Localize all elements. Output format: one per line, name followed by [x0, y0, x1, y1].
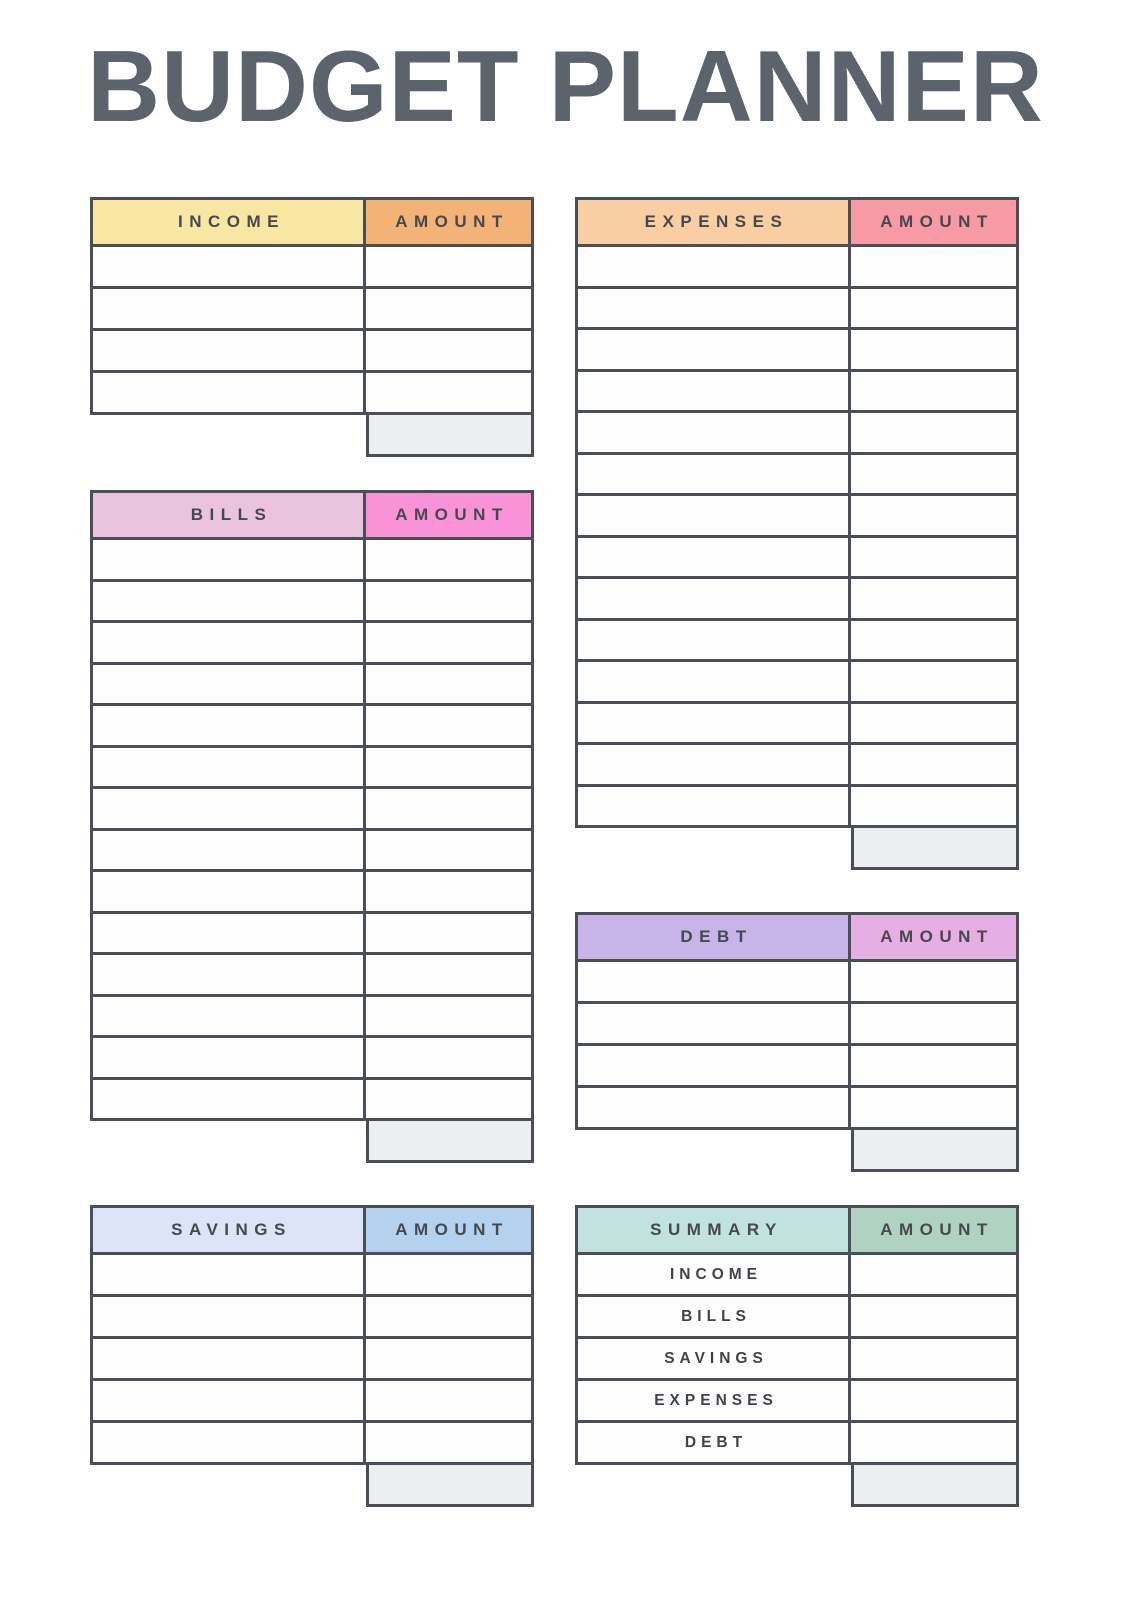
- amount-cell: [366, 955, 531, 994]
- amount-header-label: AMOUNT: [395, 212, 509, 231]
- expenses-table-header: [578, 200, 1016, 244]
- savings-table-header: [93, 1208, 531, 1252]
- bills-total-cell: [366, 1121, 534, 1163]
- amount-cell: [366, 872, 531, 911]
- item-cell: [578, 704, 851, 743]
- expenses-table-body: [578, 244, 1016, 825]
- amount-cell: [851, 330, 1016, 369]
- amount-cell: [851, 1297, 1016, 1336]
- amount-cell: [851, 1255, 1016, 1294]
- table-row: [93, 703, 531, 745]
- income-amount-header-cell: [366, 200, 531, 244]
- income-header-label: INCOME: [178, 212, 285, 231]
- table-row: [578, 959, 1016, 1001]
- amount-cell: [366, 1038, 531, 1077]
- item-cell: [93, 706, 366, 745]
- amount-cell: [366, 1339, 531, 1378]
- table-row: [93, 370, 531, 412]
- debt-header-label: DEBT: [680, 927, 753, 946]
- amount-cell: [851, 579, 1016, 618]
- bills-table: [90, 490, 534, 1163]
- item-cell: [93, 540, 366, 579]
- amount-cell: [366, 582, 531, 621]
- bills-header-label: BILLS: [190, 505, 273, 524]
- bills-amount-header-cell: [366, 493, 531, 537]
- table-row: [93, 1378, 531, 1420]
- table-row: [93, 328, 531, 370]
- amount-cell: [366, 373, 531, 412]
- amount-cell: [851, 455, 1016, 494]
- table-row: [578, 1294, 1016, 1336]
- summary-row-label: INCOME: [578, 1255, 851, 1294]
- summary-row-label: BILLS: [578, 1297, 851, 1336]
- debt-amount-header-cell: [851, 915, 1016, 959]
- income-header-cell: [93, 200, 366, 244]
- summary-total-cell: [851, 1465, 1019, 1507]
- table-row: [578, 327, 1016, 369]
- amount-header-label: AMOUNT: [880, 212, 994, 231]
- amount-cell: [366, 665, 531, 704]
- table-row: [93, 745, 531, 787]
- debt-table-body: [578, 959, 1016, 1127]
- amount-cell: [366, 247, 531, 286]
- table-row: [578, 701, 1016, 743]
- income-table-body: [93, 244, 531, 412]
- income-table: [90, 197, 534, 457]
- item-cell: [93, 1339, 366, 1378]
- amount-cell: [851, 496, 1016, 535]
- item-cell: [578, 962, 851, 1001]
- table-row: [93, 662, 531, 704]
- item-cell: [578, 247, 851, 286]
- table-row: [93, 286, 531, 328]
- amount-cell: [851, 1339, 1016, 1378]
- amount-cell: [366, 1255, 531, 1294]
- amount-cell: [851, 1046, 1016, 1085]
- table-row: [578, 659, 1016, 701]
- amount-cell: [851, 704, 1016, 743]
- item-cell: [578, 372, 851, 411]
- amount-cell: [851, 962, 1016, 1001]
- table-row: [578, 452, 1016, 494]
- table-row: [578, 244, 1016, 286]
- item-cell: [93, 831, 366, 870]
- summary-row-label: EXPENSES: [578, 1381, 851, 1420]
- savings-table-body: [93, 1252, 531, 1462]
- summary-header-cell: [578, 1208, 851, 1252]
- table-row: [578, 369, 1016, 411]
- amount-cell: [366, 1381, 531, 1420]
- summary-row-label: DEBT: [578, 1423, 851, 1462]
- item-cell: [578, 455, 851, 494]
- savings-header-label: SAVINGS: [171, 1220, 292, 1239]
- table-row: [578, 742, 1016, 784]
- item-cell: [93, 914, 366, 953]
- expenses-amount-header-cell: [851, 200, 1016, 244]
- amount-header-label: AMOUNT: [395, 1220, 509, 1239]
- amount-cell: [851, 621, 1016, 660]
- summary-header-label: SUMMARY: [650, 1220, 783, 1239]
- item-cell: [93, 247, 366, 286]
- amount-header-label: AMOUNT: [880, 1220, 994, 1239]
- amount-cell: [851, 1381, 1016, 1420]
- amount-cell: [366, 1297, 531, 1336]
- amount-cell: [851, 289, 1016, 328]
- item-cell: [93, 997, 366, 1036]
- item-cell: [578, 662, 851, 701]
- item-cell: [93, 623, 366, 662]
- table-row: [93, 786, 531, 828]
- summary-amount-header-cell: [851, 1208, 1016, 1252]
- expenses-total-cell: [851, 828, 1019, 870]
- table-row: [93, 1420, 531, 1462]
- amount-cell: [851, 247, 1016, 286]
- table-row: [578, 1252, 1016, 1294]
- savings-amount-header-cell: [366, 1208, 531, 1252]
- amount-cell: [366, 706, 531, 745]
- amount-cell: [366, 289, 531, 328]
- amount-cell: [851, 745, 1016, 784]
- table-row: [578, 1420, 1016, 1462]
- amount-cell: [366, 748, 531, 787]
- item-cell: [93, 1038, 366, 1077]
- debt-header-cell: [578, 915, 851, 959]
- table-row: [578, 1085, 1016, 1127]
- item-cell: [578, 621, 851, 660]
- table-row: [93, 869, 531, 911]
- item-cell: [93, 872, 366, 911]
- item-cell: [93, 373, 366, 412]
- amount-header-label: AMOUNT: [395, 505, 509, 524]
- debt-table-header: [578, 915, 1016, 959]
- table-row: [93, 911, 531, 953]
- item-cell: [93, 1297, 366, 1336]
- amount-cell: [851, 1423, 1016, 1462]
- amount-header-label: AMOUNT: [880, 927, 994, 946]
- amount-cell: [366, 1423, 531, 1462]
- table-row: [578, 410, 1016, 452]
- item-cell: [93, 665, 366, 704]
- debt-total-cell: [851, 1130, 1019, 1172]
- item-cell: [578, 579, 851, 618]
- item-cell: [93, 1381, 366, 1420]
- amount-cell: [851, 662, 1016, 701]
- table-row: [93, 620, 531, 662]
- expenses-table: [575, 197, 1019, 870]
- amount-cell: [366, 789, 531, 828]
- amount-cell: [851, 1088, 1016, 1127]
- table-row: [93, 1252, 531, 1294]
- table-row: [578, 1378, 1016, 1420]
- income-total-cell: [366, 415, 534, 457]
- amount-cell: [366, 997, 531, 1036]
- item-cell: [93, 748, 366, 787]
- summary-row-label: SAVINGS: [578, 1339, 851, 1378]
- amount-cell: [851, 787, 1016, 826]
- item-cell: [93, 289, 366, 328]
- amount-cell: [366, 540, 531, 579]
- table-row: [93, 828, 531, 870]
- item-cell: [578, 1004, 851, 1043]
- savings-table: [90, 1205, 534, 1507]
- amount-cell: [851, 538, 1016, 577]
- item-cell: [578, 413, 851, 452]
- table-row: [93, 244, 531, 286]
- table-row: [578, 784, 1016, 826]
- amount-cell: [366, 914, 531, 953]
- expenses-header-cell: [578, 200, 851, 244]
- item-cell: [93, 1080, 366, 1119]
- item-cell: [93, 1423, 366, 1462]
- amount-cell: [851, 1004, 1016, 1043]
- item-cell: [93, 331, 366, 370]
- table-row: [578, 493, 1016, 535]
- summary-table-header: [578, 1208, 1016, 1252]
- table-row: [93, 1077, 531, 1119]
- page-title: BUDGET PLANNER: [87, 31, 1044, 143]
- item-cell: [578, 538, 851, 577]
- table-row: [578, 618, 1016, 660]
- item-cell: [578, 1046, 851, 1085]
- expenses-header-label: EXPENSES: [644, 212, 789, 231]
- table-row: [578, 1001, 1016, 1043]
- savings-header-cell: [93, 1208, 366, 1252]
- savings-total-cell: [366, 1465, 534, 1507]
- bills-table-body: [93, 537, 531, 1118]
- table-row: [578, 1043, 1016, 1085]
- amount-cell: [851, 372, 1016, 411]
- item-cell: [93, 955, 366, 994]
- amount-cell: [366, 831, 531, 870]
- item-cell: [578, 496, 851, 535]
- table-row: [578, 535, 1016, 577]
- amount-cell: [366, 1080, 531, 1119]
- item-cell: [578, 787, 851, 826]
- bills-table-header: [93, 493, 531, 537]
- item-cell: [578, 745, 851, 784]
- bills-header-cell: [93, 493, 366, 537]
- table-row: [578, 1336, 1016, 1378]
- table-row: [93, 537, 531, 579]
- table-row: [93, 579, 531, 621]
- summary-table-body: [578, 1252, 1016, 1462]
- item-cell: [578, 1088, 851, 1127]
- table-row: [93, 1336, 531, 1378]
- table-row: [578, 576, 1016, 618]
- amount-cell: [366, 331, 531, 370]
- amount-cell: [366, 623, 531, 662]
- table-row: [93, 1035, 531, 1077]
- item-cell: [578, 289, 851, 328]
- summary-table: [575, 1205, 1019, 1507]
- table-row: [93, 952, 531, 994]
- item-cell: [93, 789, 366, 828]
- item-cell: [93, 1255, 366, 1294]
- debt-table: [575, 912, 1019, 1172]
- table-row: [93, 994, 531, 1036]
- item-cell: [578, 330, 851, 369]
- item-cell: [93, 582, 366, 621]
- table-row: [578, 286, 1016, 328]
- income-table-header: [93, 200, 531, 244]
- amount-cell: [851, 413, 1016, 452]
- table-row: [93, 1294, 531, 1336]
